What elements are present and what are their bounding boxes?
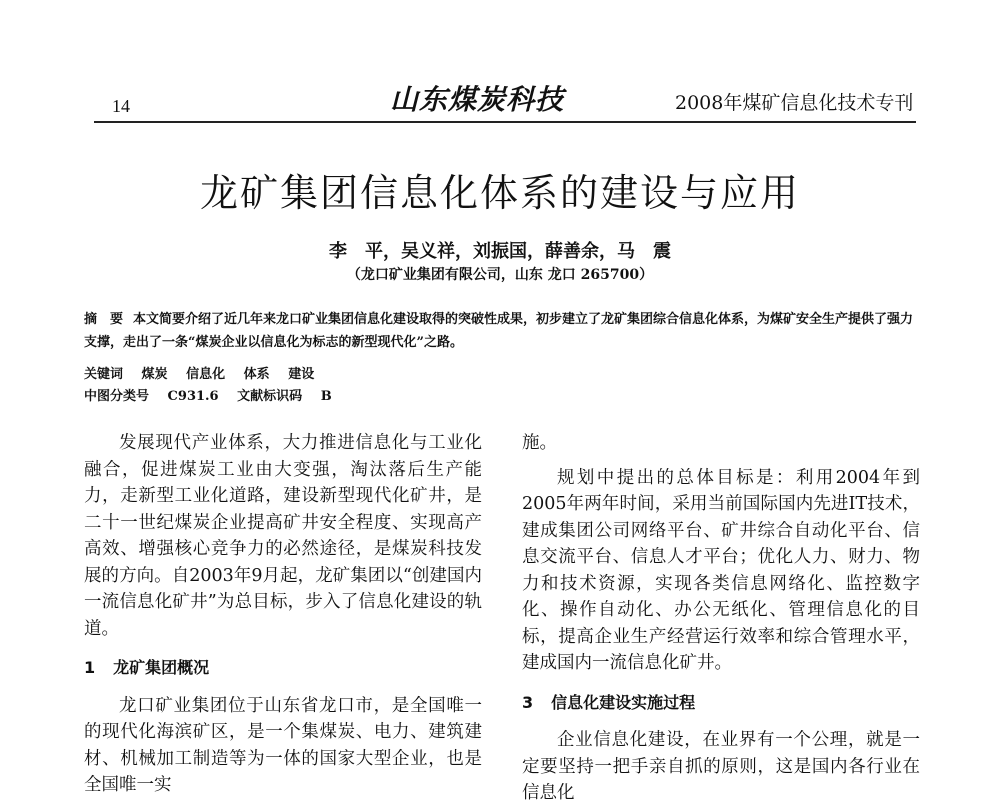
section-heading	[522, 690, 920, 717]
section-heading	[84, 655, 482, 682]
right-column	[522, 430, 920, 807]
keyword: 建设	[288, 367, 315, 382]
body-paragraph: 企业信息化建设，在业界有一个公理，就是一定要坚持一把手亲自抓的原则，这是国内各行业在信息化	[522, 730, 920, 803]
keywords-label: 关键词	[84, 367, 124, 382]
keyword: 信息化	[186, 367, 226, 382]
classification-label: 中图分类号	[84, 389, 150, 404]
section-title: 信息化建设实施过程	[551, 692, 696, 712]
abstract	[84, 308, 924, 354]
page-header	[0, 0, 1000, 130]
keyword: 体系	[243, 367, 270, 382]
body-paragraph: 施。	[522, 433, 557, 453]
issue-title: 2008年煤矿信息化技术专刊	[675, 92, 914, 114]
header-rule	[94, 121, 916, 123]
article-authors: 李 平，吴义祥，刘振国，薛善余，马 震	[329, 241, 671, 262]
keywords-line	[84, 363, 328, 382]
abstract-label: 摘 要	[84, 312, 124, 327]
classification-code: C931.6	[167, 389, 219, 404]
article-title: 龙矿集团信息化体系的建设与应用	[199, 171, 800, 215]
doc-code-label: 文献标识码	[237, 389, 303, 404]
left-column	[84, 430, 482, 799]
doc-code: B	[320, 389, 332, 404]
section-number: 1	[84, 658, 96, 677]
page-number: 14	[112, 96, 130, 116]
body-paragraph: 龙口矿业集团位于山东省龙口市，是全国唯一的现代化海滨矿区，是一个集煤炭、电力、建筑建材、机械加工制造等为一体的国家大型企业，也是全国唯一实	[84, 695, 482, 795]
section-title: 龙矿集团概况	[113, 658, 210, 677]
section-number: 3	[522, 692, 534, 712]
classification-line	[84, 385, 332, 404]
article-affiliation: （龙口矿业集团有限公司，山东 龙口 265700）	[346, 267, 654, 283]
journal-name: 山东煤炭科技	[390, 83, 565, 116]
abstract-text: 本文简要介绍了近几年来龙口矿业集团信息化建设取得的突破性成果，初步建立了龙矿集团综合信息化体系，为煤矿安全生产提供了强力支撑，走出了一条“煤炭企业以信息化为标志的新型现代化”之路。	[84, 312, 914, 350]
body-paragraph: 发展现代产业体系，大力推进信息化与工业化融合，促进煤炭工业由大变强，淘汰落后生产能力，走新型工业化道路，建设新型现代化矿井，是二十一世纪煤炭企业提高矿井安全程度、实现高产高效、增强核心竞争力的必然途径，是煤炭科技发展的方向。自2003年9月起，龙矿集团以“创建国内一流信息化矿井”为总目标，步入了信息化建设的轨道。	[84, 433, 482, 639]
body-paragraph: 规划中提出的总体目标是：利用2004年到2005年两年时间，采用当前国际国内先进IT技术，建成集团公司网络平台、矿井综合自动化平台、信息交流平台、信息人才平台；优化人力、财力、物力和技术资源，实现各类信息网络化、监控数字化、操作自动化、办公无纸化、管理信息化的目标，提高企业生产经营运行效率和综合管理水平，建成国内一流信息化矿井。	[522, 467, 920, 673]
keyword: 煤炭	[141, 367, 168, 382]
